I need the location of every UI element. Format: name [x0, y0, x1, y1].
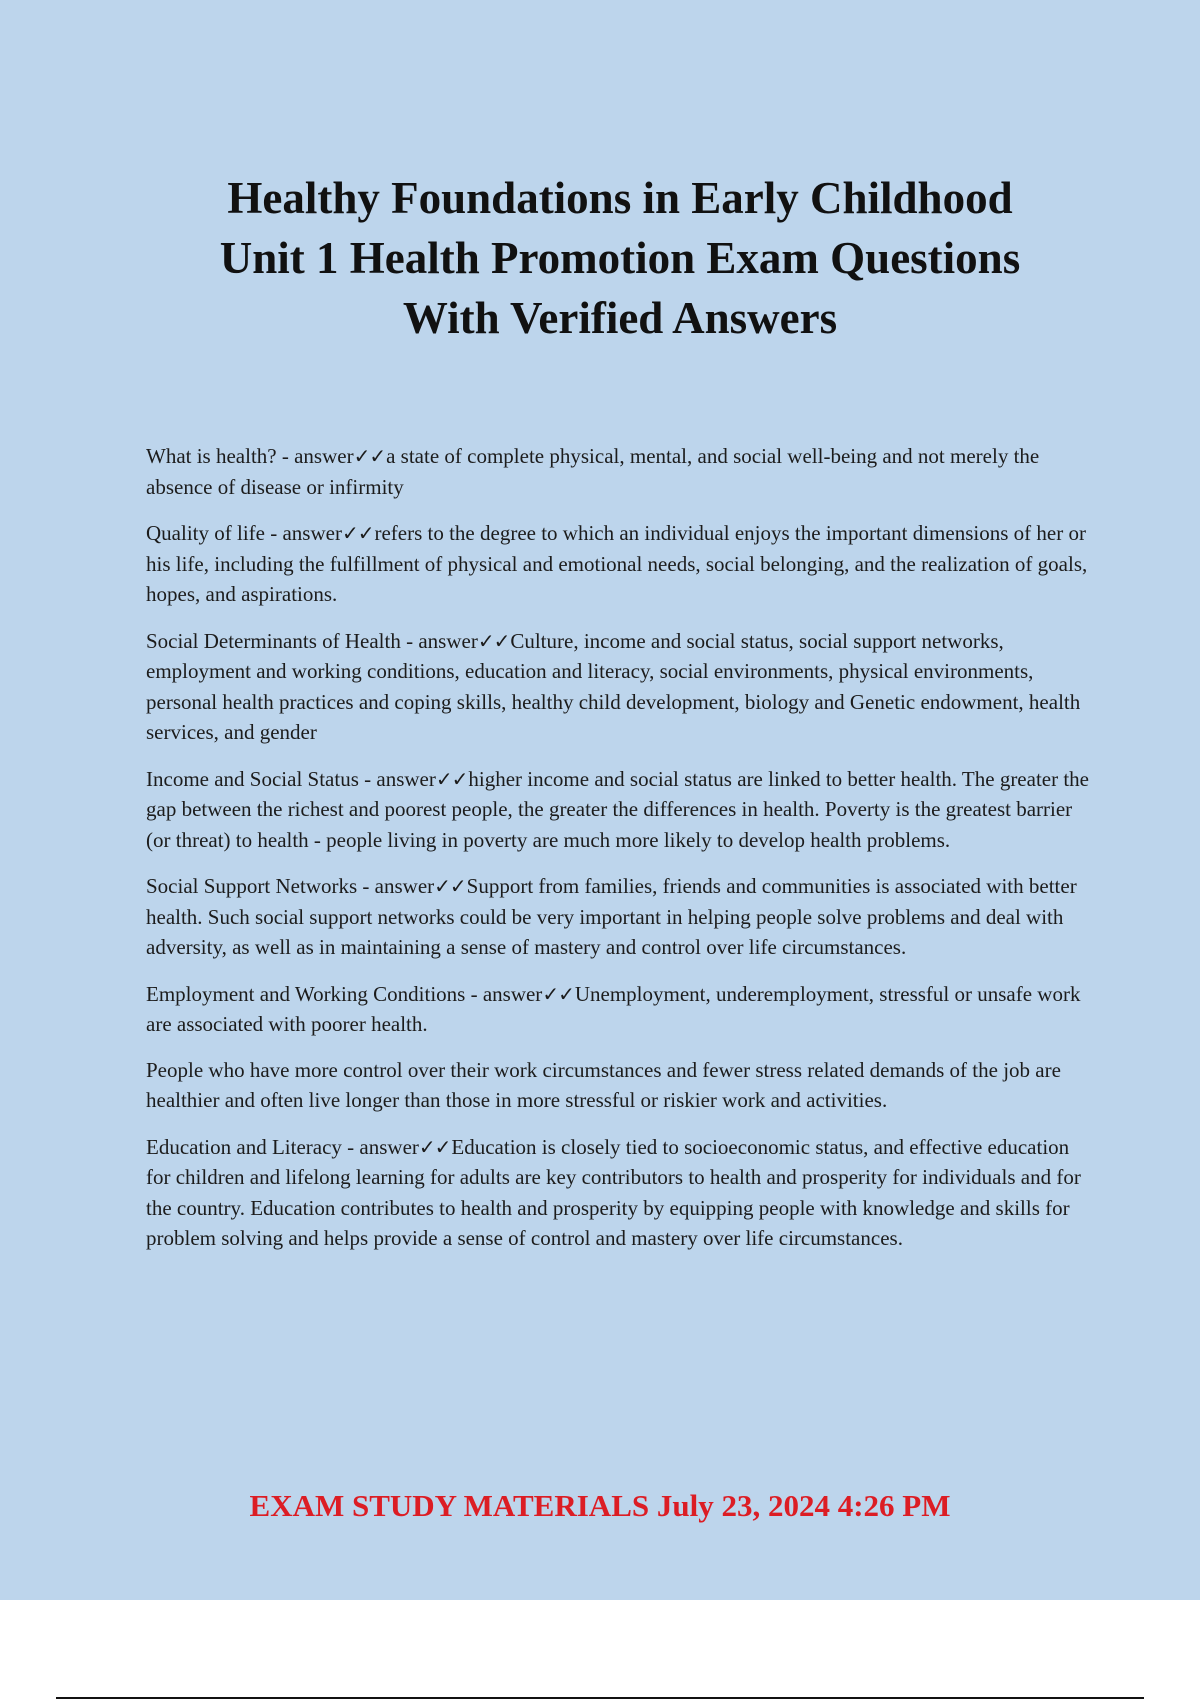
qa-entry-social-determinants [146, 626, 1096, 748]
qa-term: What is health? - [146, 444, 295, 468]
double-check-icon: ✓✓ [418, 1134, 451, 1159]
qa-answer: refers to the degree to which an individual enjoys the important dimensions of her or his life, including the fulfillment of physical and emotional needs, social belonging, and the realization of goals, hopes, and aspirations. [146, 521, 1088, 606]
page-divider [56, 1697, 1144, 1699]
qa-entry-employment [146, 979, 1096, 1040]
answer-marker: answer [359, 1134, 419, 1159]
qa-entry-education-literacy [146, 1132, 1096, 1254]
qa-term: Education and Literacy - [146, 1134, 360, 1159]
qa-answer: Education is closely tied to socioeconomic status, and effective education for children and lifelong learning for adults are key contributors to health and prosperity for individuals and for the country. Education contributes to health and prosperity by equipping people with knowledge and skills for problem solving and helps provide a sense of control and mastery over life circumstances. [146, 1134, 1081, 1250]
qa-entry-income-social-status [146, 764, 1096, 856]
body-paragraph-work-control: People who have more control over their work circumstances and fewer stress related demands of the job are healthier and often live longer than those in more stressful or riskier work and activities. [146, 1057, 1061, 1112]
document-body [146, 441, 1096, 1270]
title-line-1: Healthy Foundations in Early Childhood [227, 173, 1013, 223]
qa-answer: Unemployment, underemployment, stressful or unsafe work are associated with poorer health. [146, 981, 1081, 1036]
double-check-icon: ✓✓ [435, 766, 468, 791]
double-check-icon: ✓✓ [353, 444, 386, 468]
double-check-icon: ✓✓ [477, 628, 510, 653]
qa-term: Quality of life - [146, 521, 283, 545]
qa-entry-health [146, 441, 1096, 502]
title-line-2: Unit 1 Health Promotion Exam Questions [219, 233, 1021, 283]
title-line-3: With Verified Answers [402, 293, 838, 343]
qa-entry-social-support [146, 871, 1096, 963]
answer-marker: answer [482, 981, 543, 1006]
qa-term: Employment and Working Conditions - [146, 981, 483, 1006]
document-title [120, 168, 1120, 348]
answer-marker: answer [294, 444, 354, 468]
qa-term: Social Determinants of Health - [146, 628, 419, 653]
answer-marker: answer [282, 521, 342, 545]
footer-stamp: EXAM STUDY MATERIALS July 23, 2024 4:26 PM [249, 1488, 951, 1523]
qa-answer: Culture, income and social status, social support networks, employment and working conditions, education and literacy, social environments, physical environments, personal health practices and coping skills, healthy child development, biology and Genetic endowment, health services, and gender [146, 628, 1081, 744]
double-check-icon: ✓✓ [542, 981, 574, 1006]
qa-term: Income and Social Status - [146, 766, 377, 791]
answer-marker: answer [418, 628, 478, 653]
double-check-icon: ✓✓ [341, 521, 374, 545]
qa-answer: a state of complete physical, mental, and social well-being and not merely the absence of disease or infirmity [146, 444, 1040, 499]
qa-answer: higher income and social status are linked to better health. The greater the gap between the richest and poorest people, the greater the differences in health. Poverty is the greatest barrier (or threat) to health - people living in poverty are much more likely to develop health problems. [146, 766, 1090, 852]
qa-entry-quality-of-life [146, 518, 1096, 610]
qa-term: Social Support Networks - [146, 874, 375, 898]
answer-marker: answer [376, 766, 436, 791]
double-check-icon: ✓✓ [434, 874, 466, 898]
qa-answer: Support from families, friends and communities is associated with better health. Such social support networks could be very important in helping people solve problems and deal with adversity, as well as in maintaining a sense of mastery and control over life circumstances. [146, 874, 1077, 959]
answer-marker: answer [374, 874, 435, 898]
